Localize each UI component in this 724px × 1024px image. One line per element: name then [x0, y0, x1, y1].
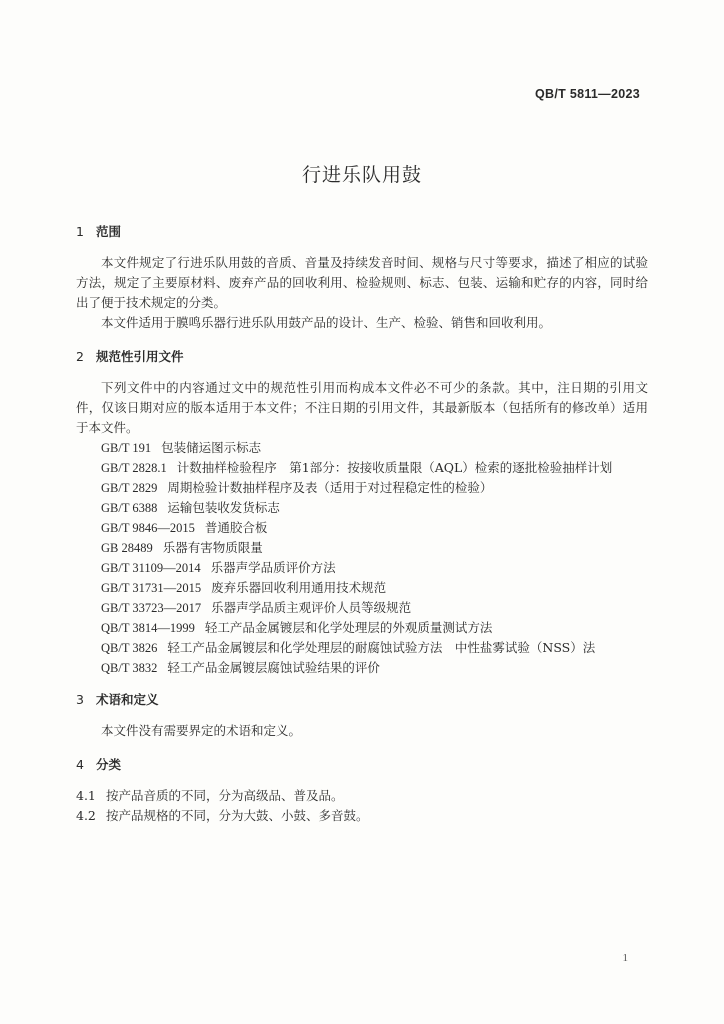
reference-title: 乐器声学品质评价方法: [210, 560, 336, 575]
clause-text: 按产品规格的不同，分为大鼓、小鼓、多音鼓。: [106, 808, 369, 823]
reference-code: GB 28489: [101, 541, 153, 555]
reference-title: 轻工产品金属镀层和化学处理层的外观质量测试方法: [204, 620, 493, 635]
reference-item: [101, 578, 648, 598]
section-heading: [76, 755, 648, 775]
section-terms-definitions: [76, 690, 648, 741]
section-title: 范围: [96, 224, 122, 239]
section-heading: [76, 222, 648, 242]
reference-code: QB/T 3814—1999: [101, 621, 195, 635]
section-title: 规范性引用文件: [96, 349, 184, 364]
reference-title: 运输包装收发货标志: [167, 500, 280, 515]
clause-number: 4.2: [76, 808, 96, 823]
reference-item: [101, 458, 648, 478]
section-title: 分类: [96, 757, 122, 772]
paragraph: 本文件适用于膜鸣乐器行进乐队用鼓产品的设计、生产、检验、销售和回收利用。: [101, 315, 552, 330]
clause-item: [76, 786, 648, 806]
reference-code: GB/T 191: [101, 441, 152, 455]
clause-list: [76, 786, 648, 826]
reference-title: 乐器声学品质主观评价人员等级规范: [211, 600, 412, 615]
reference-code: GB/T 6388: [101, 501, 158, 515]
section-number: 1: [76, 224, 84, 239]
reference-title: 周期检验计数抽样程序及表（适用于对过程稳定性的检验）: [167, 480, 493, 495]
reference-item: [101, 438, 648, 458]
section-number: 2: [76, 349, 84, 364]
reference-code: GB/T 2829: [101, 481, 158, 495]
reference-item: [101, 638, 648, 658]
reference-code: QB/T 3832: [101, 661, 158, 675]
reference-title: 乐器有害物质限量: [162, 540, 263, 555]
reference-item: [101, 518, 648, 538]
reference-title: 普通胶合板: [204, 520, 268, 535]
reference-list: [76, 438, 648, 678]
paragraph: 下列文件中的内容通过文中的规范性引用而构成本文件必不可少的条款。其中，注日期的引用文件，仅该日期对应的版本适用于本文件；不注日期的引用文件，其最新版本（包括所有的修改单）适用于本文件。: [76, 380, 648, 435]
section-normative-references: [76, 347, 648, 678]
reference-title: 计数抽样检验程序 第1部分：按接收质量限（AQL）检索的逐批检验抽样计划: [176, 460, 613, 475]
reference-code: GB/T 31731—2015: [101, 581, 202, 595]
page-number: 1: [622, 952, 628, 964]
document-title: 行进乐队用鼓: [301, 164, 422, 186]
section-heading: [76, 690, 648, 710]
standard-code: QB/T 5811—2023: [535, 87, 640, 101]
reference-code: GB/T 2828.1: [101, 461, 167, 475]
section-scope: [76, 222, 648, 333]
section-heading: [76, 347, 648, 367]
reference-item: [101, 658, 648, 678]
paragraph: 本文件规定了行进乐队用鼓的音质、音量及持续发音时间、规格与尺寸等要求，描述了相应的试验方法，规定了主要原材料、废弃产品的回收利用、检验规则、标志、包装、运输和贮存的内容，同时给出了便于技术规定的分类。: [76, 255, 648, 310]
clause-item: [76, 806, 648, 826]
reference-item: [101, 478, 648, 498]
paragraph: 本文件没有需要界定的术语和定义。: [101, 723, 302, 738]
reference-item: [101, 538, 648, 558]
reference-title: 废弃乐器回收利用通用技术规范: [211, 580, 387, 595]
reference-item: [101, 498, 648, 518]
reference-item: [101, 598, 648, 618]
reference-code: QB/T 3826: [101, 641, 158, 655]
section-title: 术语和定义: [96, 692, 159, 707]
reference-title: 轻工产品金属镀层和化学处理层的耐腐蚀试验方法 中性盐雾试验（NSS）法: [167, 640, 596, 655]
document-body: [76, 222, 648, 826]
reference-item: [101, 618, 648, 638]
reference-item: [101, 558, 648, 578]
reference-code: GB/T 31109—2014: [101, 561, 201, 575]
section-number: 3: [76, 692, 84, 707]
section-number: 4: [76, 757, 84, 772]
reference-code: GB/T 9846—2015: [101, 521, 195, 535]
clause-number: 4.1: [76, 788, 96, 803]
reference-title: 包装储运图示标志: [161, 440, 262, 455]
reference-title: 轻工产品金属镀层腐蚀试验结果的评价: [167, 660, 380, 675]
section-classification: [76, 755, 648, 826]
reference-code: GB/T 33723—2017: [101, 601, 202, 615]
clause-text: 按产品音质的不同，分为高级品、普及品。: [106, 788, 344, 803]
